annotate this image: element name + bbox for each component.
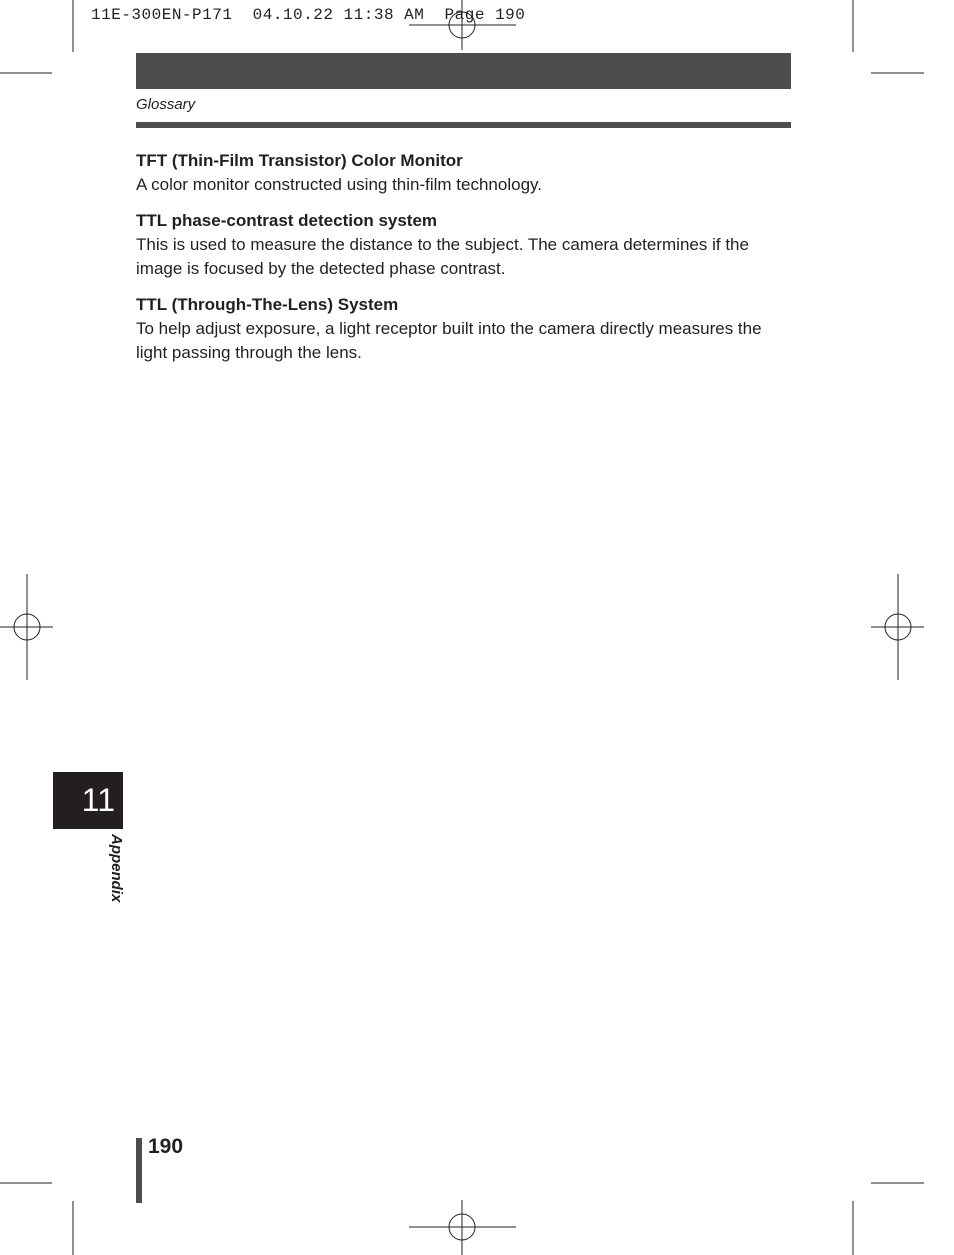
glossary-entry (136, 150, 796, 197)
glossary-entries (136, 150, 796, 378)
page-number: 190 (148, 1135, 184, 1158)
glossary-entry (136, 210, 796, 281)
header-rule (136, 122, 791, 128)
glossary-definition: A color monitor constructed using thin-film technology. (136, 175, 542, 194)
glossary-term: TFT (Thin-Film Transistor) Color Monitor (136, 151, 463, 170)
folio-bar (136, 1138, 142, 1203)
section-label: Glossary (136, 96, 196, 113)
glossary-term: TTL (Through-The-Lens) System (136, 295, 399, 314)
print-slug: 11E-300EN-P171 04.10.22 11:38 AM Page 190 (91, 6, 526, 24)
glossary-term: TTL phase-contrast detection system (136, 211, 438, 230)
glossary-definition: To help adjust exposure, a light receptor built into the camera directly measures the light passing through the lens. (136, 319, 762, 362)
header-bar (136, 53, 791, 89)
glossary-entry (136, 294, 796, 365)
chapter-tab: 11 (53, 772, 123, 829)
glossary-definition: This is used to measure the distance to the subject. The camera determines if the image is focused by the detected phase contrast. (136, 235, 749, 278)
chapter-name: Appendix (108, 834, 125, 903)
